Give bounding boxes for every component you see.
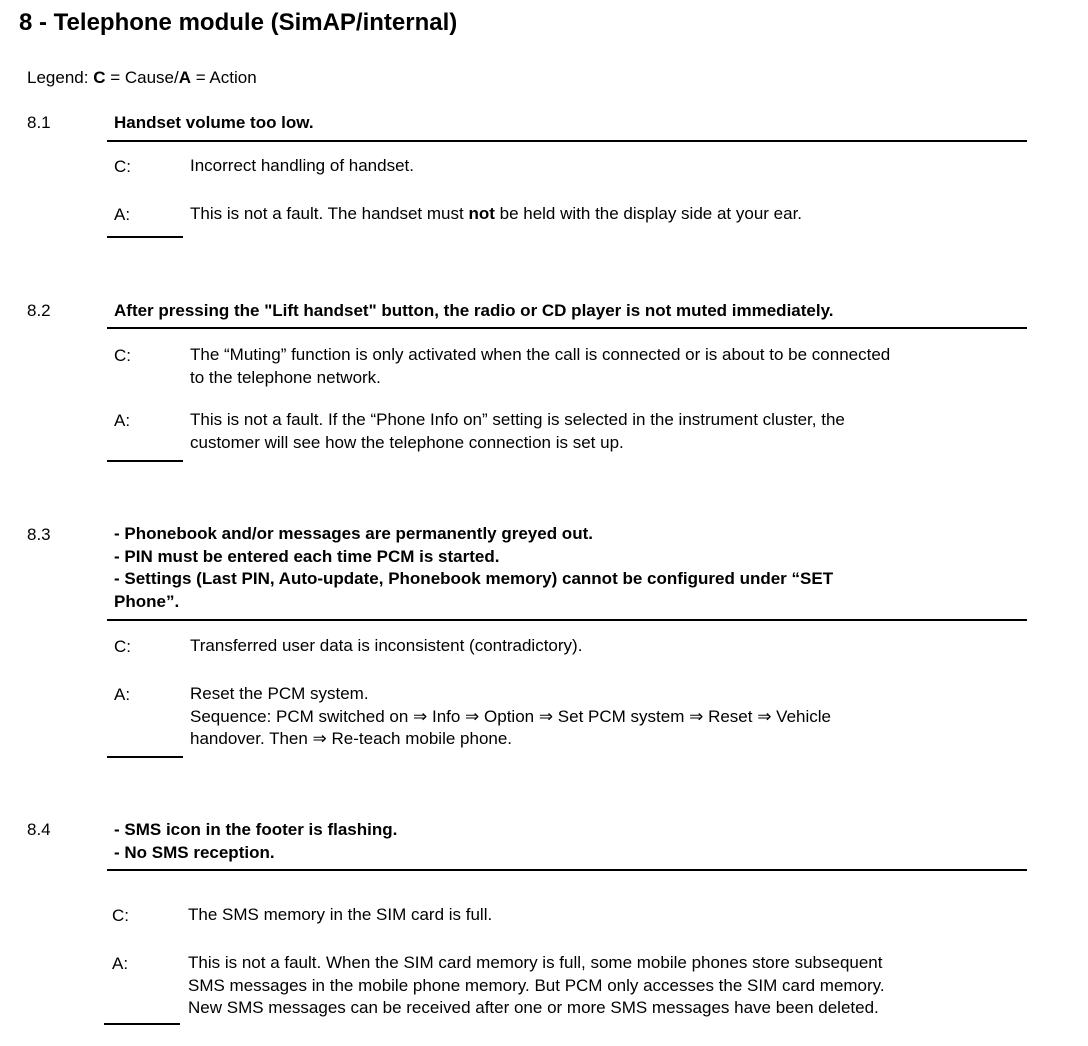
heading-line: - No SMS reception.: [114, 842, 275, 862]
section-heading: [114, 112, 1014, 135]
section-divider: [107, 619, 1027, 621]
action-text-part: This is not a fault. The handset must: [190, 204, 469, 223]
cause-line: Transferred user data is inconsistent (contradictory).: [190, 636, 583, 655]
heading-line: - Phonebook and/or messages are permanently greyed out.: [114, 524, 593, 543]
section-number: 8.2: [27, 301, 51, 320]
cause-line: The SMS memory in the SIM card is full.: [188, 905, 493, 924]
legend-cause-text: = Cause/: [105, 68, 179, 87]
section-number: 8.3: [27, 525, 51, 544]
action-label: A:: [114, 411, 131, 430]
action-line: [190, 203, 1030, 226]
cause-text: [190, 155, 1030, 178]
cause-line: to the telephone network.: [190, 367, 381, 387]
legend-prefix: Legend:: [27, 68, 94, 87]
action-line: New SMS messages can be received after one or more SMS messages have been deleted.: [188, 998, 879, 1017]
cause-label: C:: [114, 157, 131, 176]
action-line: Reset the PCM system.: [190, 684, 369, 703]
page-title: 8 - Telephone module (SimAP/internal): [19, 9, 458, 36]
action-text-part: be held with the display side at your ear.: [494, 204, 803, 223]
cause-label: C:: [114, 346, 131, 365]
section-number: 8.1: [27, 113, 51, 132]
cause-text: [188, 904, 1028, 927]
heading-line: After pressing the "Lift handset" button, the radio or CD player is not muted immediately.: [114, 301, 834, 320]
action-text: [190, 203, 1030, 226]
section-end-rule: [107, 460, 183, 462]
cause-text: [190, 635, 1030, 658]
section-divider: [107, 327, 1027, 329]
section-heading: [114, 819, 1014, 864]
section-divider: [107, 140, 1027, 142]
action-line: This is not a fault. If the “Phone Info on” setting is selected in the instrument cluster, the: [190, 410, 845, 429]
legend-cause-key: C: [93, 68, 106, 87]
cause-line: Incorrect handling of handset.: [190, 156, 414, 175]
action-line: Sequence: PCM switched on ⇒ Info ⇒ Option ⇒ Set PCM system ⇒ Reset ⇒ Vehicle: [190, 706, 831, 726]
action-line: customer will see how the telephone connection is set up.: [190, 432, 624, 452]
section-heading: [114, 523, 1014, 613]
heading-line: Phone”.: [114, 591, 180, 611]
heading-line: - Settings (Last PIN, Auto-update, Phonebook memory) cannot be configured under “SET: [114, 569, 834, 588]
legend-action-text: = Action: [191, 68, 257, 87]
heading-line: Handset volume too low.: [114, 113, 314, 132]
action-emphasis: not: [468, 204, 495, 223]
heading-line: - SMS icon in the footer is flashing.: [114, 820, 398, 839]
section-heading: [114, 300, 1014, 323]
section-end-rule: [107, 236, 183, 238]
action-label: A:: [114, 685, 131, 704]
section-end-rule: [104, 1023, 180, 1025]
cause-line: The “Muting” function is only activated when the call is connected or is about to be connected: [190, 345, 891, 364]
action-text: [190, 409, 1030, 454]
cause-text: [190, 344, 1030, 389]
section-number: 8.4: [27, 820, 51, 839]
legend: [27, 68, 257, 88]
cause-label: C:: [114, 637, 131, 656]
action-line: handover. Then ⇒ Re-teach mobile phone.: [190, 729, 513, 748]
action-line: This is not a fault. When the SIM card memory is full, some mobile phones store subsequent: [188, 953, 883, 972]
action-text: [190, 683, 1030, 751]
section-divider: [107, 869, 1027, 871]
action-text: [188, 952, 1028, 1020]
heading-line: - PIN must be entered each time PCM is started.: [114, 546, 500, 566]
action-label: A:: [112, 954, 129, 973]
action-label: A:: [114, 205, 131, 224]
cause-label: C:: [112, 906, 129, 925]
action-line: SMS messages in the mobile phone memory. But PCM only accesses the SIM card memory.: [188, 975, 885, 995]
section-end-rule: [107, 756, 183, 758]
legend-action-key: A: [178, 68, 191, 87]
